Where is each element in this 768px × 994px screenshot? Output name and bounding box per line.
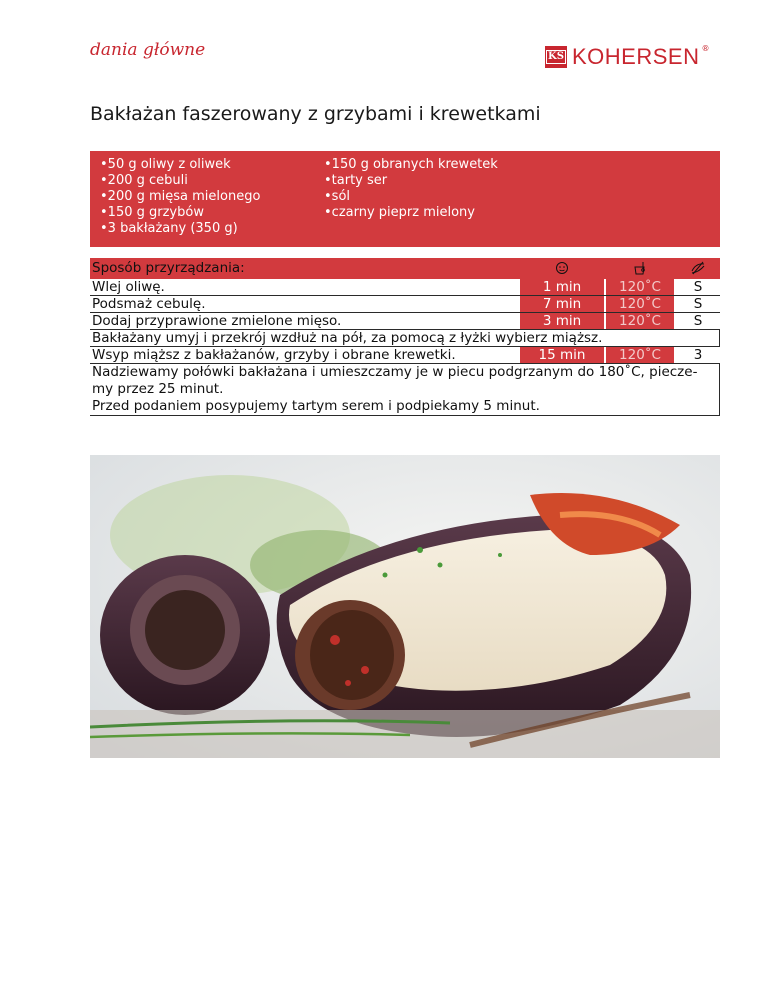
step-row-final [90, 364, 720, 416]
step-text: Podsmaż cebulę. [92, 296, 206, 312]
brand-name: KOHERSEN [572, 44, 700, 69]
step-temperature: 120˚C [606, 296, 674, 312]
speed-icon [676, 258, 720, 279]
step-row [90, 330, 720, 347]
preparation-header-row [90, 258, 720, 279]
ingredients-panel [90, 151, 720, 247]
ingredient-item: • 3 bakłażany (350 g) [100, 221, 260, 237]
preparation-table [90, 258, 720, 416]
ingredient-item: • czarny pieprz mielony [324, 205, 498, 221]
step-row [90, 296, 720, 313]
step-time: 7 min [520, 296, 604, 312]
step-row [90, 347, 720, 364]
step-speed: S [693, 279, 703, 295]
step-speed: S [693, 313, 703, 329]
preparation-heading: Sposób przyrządzania: [92, 260, 245, 276]
brand-mark-icon: KS [545, 46, 567, 68]
ingredient-item: • 50 g oliwy z oliwek [100, 157, 260, 173]
step-temperature: 120˚C [606, 313, 674, 329]
step-temperature: 120˚C [606, 279, 674, 295]
ingredients-right-column [324, 157, 498, 221]
brand-logo [545, 44, 709, 70]
ingredient-item: • sól [324, 189, 498, 205]
step-row [90, 279, 720, 296]
ingredient-item: • 200 g cebuli [100, 173, 260, 189]
registered-mark: ® [701, 44, 710, 53]
dish-photo [90, 455, 720, 758]
ingredient-item: • 150 g obranych krewetek [324, 157, 498, 173]
step-text: Przed podaniem posypujemy tartym serem i podpiekamy 5 minut. [92, 398, 540, 414]
step-time: 15 min [520, 347, 604, 363]
recipe-title: Bakłażan faszerowany z grzybami i krewetkami [90, 103, 541, 125]
step-text: my przez 25 minut. [92, 381, 224, 397]
step-temperature: 120˚C [606, 347, 674, 363]
timer-icon [520, 258, 604, 279]
ingredients-left-column [100, 157, 260, 237]
step-text: Wsyp miąższ z bakłażanów, grzyby i obrane krewetki. [92, 347, 456, 363]
category-label: dania główne [90, 40, 206, 60]
step-time: 3 min [520, 313, 604, 329]
step-row [90, 313, 720, 330]
ingredient-item: • 200 g mięsa mielonego [100, 189, 260, 205]
step-time: 1 min [520, 279, 604, 295]
ingredient-item: • tarty ser [324, 173, 498, 189]
step-speed: 3 [693, 347, 703, 363]
thermometer-pot-icon [606, 258, 674, 279]
step-speed: S [693, 296, 703, 312]
step-text: Wlej oliwę. [92, 279, 165, 295]
ingredient-item: • 150 g grzybów [100, 205, 260, 221]
step-text: Bakłażany umyj i przekrój wzdłuż na pół, za pomocą z łyżki wybierz miąższ. [92, 330, 603, 346]
step-text: Nadziewamy połówki bakłażana i umieszczamy je w piecu podgrzanym do 180˚C, piecze- [92, 364, 698, 380]
step-text: Dodaj przyprawione zmielone mięso. [92, 313, 342, 329]
